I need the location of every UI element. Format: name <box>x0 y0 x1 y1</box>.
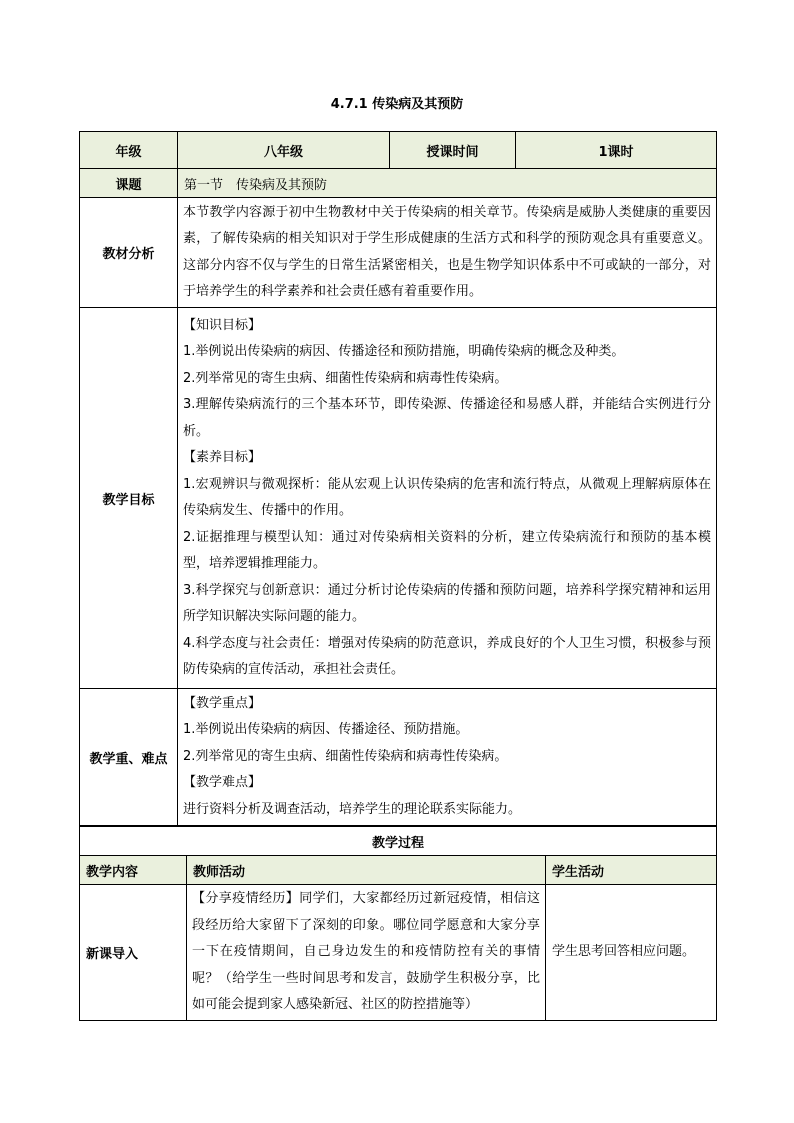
key-heading: 【教学重点】 <box>183 695 262 711</box>
difficult-item: 进行资料分析及调查活动，培养学生的理论联系实际能力。 <box>183 801 522 817</box>
col-content: 教学内容 <box>80 856 187 885</box>
row-student: 学生思考回答相应问题。 <box>546 885 717 1021</box>
time-value: 1课时 <box>516 132 717 169</box>
literacy-item: 4.科学态度与社会责任：增强对传染病的防范意识，养成良好的个人卫生习惯，积极参与预防传染病的宣传活动，承担社会责任。 <box>183 635 711 677</box>
key-item: 1.举例说出传染病的病因、传播途径、预防措施。 <box>183 722 469 738</box>
col-teacher: 教师活动 <box>187 856 546 885</box>
key-item: 2.列举常见的寄生虫病、细菌性传染病和病毒性传染病。 <box>183 748 508 764</box>
goals-cell <box>178 308 717 689</box>
grade-value: 八年级 <box>178 132 390 169</box>
material-label: 教材分析 <box>80 198 178 308</box>
keypoints-cell <box>178 689 717 826</box>
row-teacher: 【分享疫情经历】同学们，大家都经历过新冠疫情，相信这段经历给大家留下了深刻的印象。哪位同学愿意和大家分享一下在疫情期间，自己身边发生的和疫情防控有关的事情呢？（给学生一些时间思考和发言，鼓励学生积极分享，比如可能会提到家人感染新冠、社区的防控措施等） <box>187 885 546 1021</box>
topic-value: 第一节 传染病及其预防 <box>178 169 717 198</box>
literacy-item: 1.宏观辨识与微观探析：能从宏观上认识传染病的危害和流行特点，从微观上理解病原体在传染病发生、传播中的作用。 <box>183 476 711 518</box>
process-heading: 教学过程 <box>80 827 717 856</box>
table-row <box>80 885 717 1021</box>
col-student: 学生活动 <box>546 856 717 885</box>
knowledge-item: 3.理解传染病流行的三个基本环节，即传染源、传播途径和易感人群，并能结合实例进行分析。 <box>183 397 711 439</box>
knowledge-item: 1.举例说出传染病的病因、传播途径和预防措施，明确传染病的概念及种类。 <box>183 344 625 359</box>
knowledge-item: 2.列举常见的寄生虫病、细菌性传染病和病毒性传染病。 <box>183 370 508 386</box>
grade-label: 年级 <box>80 132 178 169</box>
difficult-heading: 【教学难点】 <box>183 775 262 791</box>
lesson-info-table <box>79 131 717 826</box>
time-label: 授课时间 <box>390 132 516 169</box>
literacy-heading: 【素养目标】 <box>183 450 262 465</box>
keypoints-label: 教学重、难点 <box>80 689 178 826</box>
literacy-item: 3.科学探究与创新意识：通过分析讨论传染病的传播和预防问题，培养科学探究精神和运用所学知识解决实际问题的能力。 <box>183 582 711 624</box>
page-title: 4.7.1 传染病及其预防 <box>330 97 464 112</box>
topic-label: 课题 <box>80 169 178 198</box>
process-table <box>79 826 717 1021</box>
literacy-item: 2.证据推理与模型认知：通过对传染病相关资料的分析，建立传染病流行和预防的基本模型，培养逻辑推理能力。 <box>183 529 711 571</box>
row-content: 新课导入 <box>80 885 187 1021</box>
material-text: 本节教学内容源于初中生物教材中关于传染病的相关章节。传染病是威胁人类健康的重要因素，了解传染病的相关知识对于学生形成健康的生活方式和科学的预防观念具有重要意义。这部分内容不仅与学生的日常生活紧密相关，也是生物学知识体系中不可或缺的一部分，对于培养学生的科学素养和社会责任感有着重要作用。 <box>178 198 717 308</box>
knowledge-heading: 【知识目标】 <box>183 317 262 333</box>
goals-label: 教学目标 <box>80 308 178 689</box>
